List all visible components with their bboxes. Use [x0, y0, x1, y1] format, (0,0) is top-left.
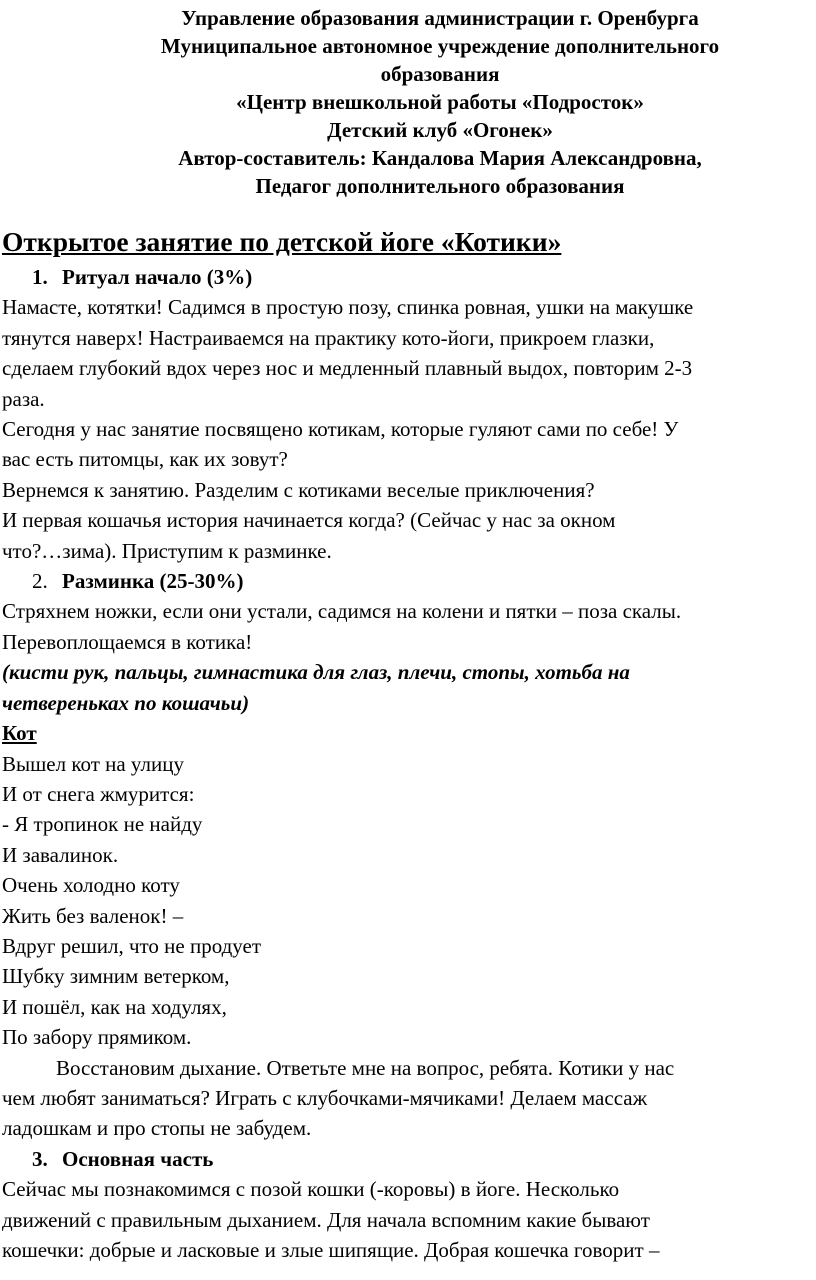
section-2-line: Стряхнем ножки, если они устали, садимся на колени и пятки – поза скалы. — [2, 599, 682, 624]
section-2-line: Перевоплощаемся в котика! — [2, 629, 253, 654]
poem-title: Кот — [2, 721, 37, 746]
section-1-line: тянутся наверх! Настраиваемся на практику кото-йоги, прикроем глазки, — [2, 325, 655, 350]
poem-line: По забору прямиком. — [2, 1025, 192, 1050]
section-1-line: Вернемся к занятию. Разделим с котиками веселые приключения? — [2, 477, 595, 502]
header-line-2: Муниципальное автономное учреждение дополнительного — [160, 34, 720, 58]
after-poem-line: Восстановим дыхание. Ответьте мне на вопрос, ребята. Котики у нас — [56, 1055, 675, 1080]
lesson-title: Открытое занятие по детской йоге «Котики» — [2, 226, 562, 257]
after-poem-line: ладошкам и про стопы не забудем. — [2, 1116, 312, 1141]
section-1-number: 1. — [32, 265, 48, 289]
section-1-title: Ритуал начало (3%) — [62, 265, 253, 289]
section-1-line: сделаем глубокий вдох через нос и медленный плавный выдох, повторим 2-3 — [2, 356, 693, 381]
section-1-line: вас есть питомцы, как их зовут? — [2, 447, 288, 472]
section-3-title: Основная часть — [62, 1146, 214, 1171]
after-poem-line: чем любят заниматься? Играть с клубочками-мячиками! Делаем массаж — [2, 1085, 648, 1110]
header-line-1: Управление образования администрации г. Оренбурга — [181, 6, 699, 30]
section-2-number: 2. — [32, 569, 48, 594]
section-3-number: 3. — [32, 1146, 48, 1171]
poem-line: Очень холодно коту — [2, 873, 180, 898]
section-2-italic-line: четвереньках по кошачьи) — [2, 690, 250, 715]
header-line-7: Педагог дополнительного образования — [255, 174, 625, 198]
poem-line: Вдруг решил, что не продует — [2, 933, 262, 958]
poem-line: И от снега жмурится: — [2, 781, 195, 806]
section-3-line: движений с правильным дыханием. Для начала вспомним какие бывают — [2, 1207, 650, 1232]
section-2-heading — [2, 566, 814, 596]
poem-line: - Я тропинок не найду — [2, 812, 203, 837]
header-line-5: Детский клуб «Огонек» — [327, 118, 553, 142]
section-1-heading — [2, 262, 814, 292]
section-3-heading — [2, 1144, 814, 1174]
header-line-3: образования — [380, 62, 500, 86]
section-3-line: кошечки: добрые и ласковые и злые шипящие. Добрая кошечка говорит – — [2, 1238, 660, 1262]
section-2-title: Разминка (25-30%) — [62, 569, 244, 594]
section-1-line: Сегодня у нас занятие посвящено котикам, которые гуляют сами по себе! У — [2, 417, 679, 442]
poem-line: Вышел кот на улицу — [2, 751, 184, 776]
header-line-4: «Центр внешкольной работы «Подросток» — [236, 90, 644, 114]
section-2-italic-line: (кисти рук, пальцы, гимнастика для глаз, плечи, стопы, хотьба на — [2, 660, 630, 685]
section-3-line: Сейчас мы познакомимся с позой кошки (-коровы) в йоге. Несколько — [2, 1177, 620, 1202]
poem-line: Шубку зимним ветерком, — [2, 964, 230, 989]
lesson-body — [2, 262, 814, 1265]
poem-line: Жить без валенок! – — [2, 903, 184, 928]
section-1-line: Намасте, котятки! Садимся в простую позу, спинка ровная, ушки на макушке — [2, 295, 694, 320]
poem-line: И завалинок. — [2, 842, 119, 867]
section-1-line: что?…зима). Приступим к разминке. — [2, 538, 332, 563]
poem-line: И пошёл, как на ходулях, — [2, 994, 227, 1019]
header-line-6: Автор-составитель: Кандалова Мария Александровна, — [178, 146, 702, 170]
section-1-line: И первая кошачья история начинается когда? (Сейчас у нас за окном — [2, 508, 616, 533]
section-1-line: раза. — [2, 386, 45, 411]
document-header — [0, 4, 816, 200]
